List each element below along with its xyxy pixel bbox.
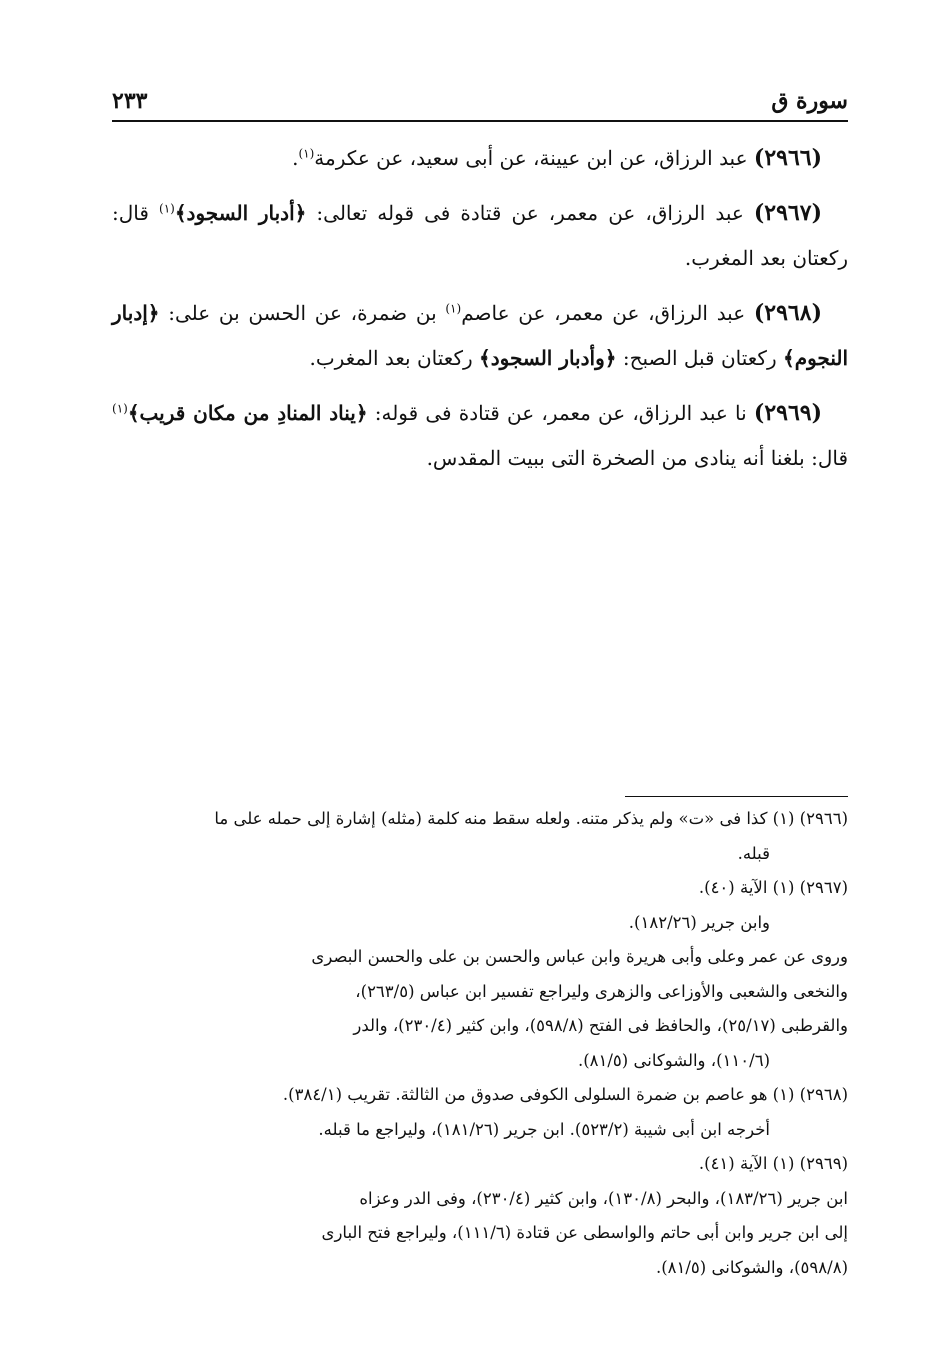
footnote-marker: (١)	[445, 301, 462, 316]
footnote-marker: (١)	[112, 401, 128, 416]
footnote-line: إلى ابن جرير وابن أبى حاتم والواسطى عن قتادة (١١١/٦)، وليراجع فتح البارى	[321, 1223, 848, 1242]
entry-text: عبد الرزاق، عن معمر، عن عاصم	[461, 301, 746, 325]
footnote-line: (٢٩٦٧) (١) الآية (٤٠).	[698, 878, 848, 897]
entry-number: (٢٩٦٩)	[753, 400, 823, 426]
footnote-line: (٢٩٦٩) (١) الآية (٤١).	[698, 1154, 848, 1173]
footnote-line: والنخعى والشعبى والأوزاعى والزهرى وليراجع تفسير ابن عباس (٢٦٣/٥)،	[355, 981, 848, 1001]
footnote-line: أخرجه ابن أبى شيبة (٥٢٣/٢). ابن جرير (١٨١/٢٦)، وليراجع ما قبله.	[318, 1119, 770, 1139]
footnote-line: وروى عن عمر وعلى وأبى هريرة وابن عباس والحسن بن على والحسن البصرى	[311, 947, 848, 966]
entry-text-2: بن ضمرة، عن الحسن بن على:	[168, 301, 437, 325]
footnotes	[112, 802, 848, 1285]
page-header	[112, 82, 848, 122]
footnote-line: (٢٩٦٦) (١) كذا فى «ت» ولم يذكر متنه. ولعله سقط منه كلمة (مثله) إشارة إلى حمله على ما	[214, 809, 848, 828]
footnote-marker: (١)	[298, 146, 315, 161]
footnote-separator	[625, 796, 848, 797]
footnote-line: قبله.	[737, 843, 770, 863]
footnote-line: (٥٩٨/٨)، والشوكانى (٨١/٥).	[655, 1257, 848, 1277]
entry-text: عبد الرزاق، عن ابن عيينة، عن أبى سعيد، عن عكرمة	[314, 146, 748, 170]
footnote-line: ابن جرير (١٨٣/٢٦)، والبحر (١٣٠/٨)، وابن كثير (٢٣٠/٤)، وفى الدر وعزاه	[359, 1188, 848, 1208]
entry-tail: ركعتان بعد المغرب.	[309, 346, 473, 370]
entry-2966	[112, 136, 848, 181]
quran-quote: ﴿إدبار النجوم﴾	[112, 301, 848, 370]
entry-number: (٢٩٦٧)	[753, 200, 822, 226]
footnote-line: (٢٩٦٨) (١) هو عاصم بن ضمرة السلولى الكوفى صدوق من الثالثة. تقريب (٣٨٤/١).	[282, 1085, 848, 1104]
entry-2967	[112, 191, 848, 281]
entry-2969	[112, 391, 848, 481]
footnote-marker: (١)	[159, 201, 175, 216]
entry-number: (٢٩٦٦)	[753, 145, 822, 171]
entry-tail: قال: ركعتان بعد المغرب.	[112, 201, 848, 270]
entry-number: (٢٩٦٨)	[753, 300, 822, 326]
main-text	[112, 136, 848, 491]
surah-title: سورة ق	[771, 88, 848, 114]
quran-quote: ﴿أدبار السجود﴾	[174, 201, 307, 225]
entry-text: عبد الرزاق، عن معمر، عن قتادة فى قوله تعالى:	[316, 201, 744, 225]
footnote-line: (١١٠/٦)، والشوكانى (٨١/٥).	[577, 1050, 770, 1070]
entry-text-3: ركعتان قبل الصبح:	[622, 346, 777, 370]
quran-quote-2: ﴿وأدبار السجود﴾	[478, 346, 617, 370]
footnote-line: وابن جرير (١٨٢/٢٦).	[628, 912, 770, 932]
entry-tail: .	[292, 146, 299, 170]
entry-2968	[112, 291, 848, 381]
entry-tail: قال: بلغنا أنه ينادى من الصخرة التى ببيت المقدس.	[426, 446, 848, 470]
footnote-line: والقرطبى (٢٥/١٧)، والحافظ فى الفتح (٥٩٨/٨)، وابن كثير (٢٣٠/٤)، والدر	[353, 1016, 848, 1035]
page-number: ٢٣٣	[112, 88, 148, 114]
quran-quote: ﴿يناد المنادِ من مكان قريب﴾	[127, 401, 368, 425]
entry-text: نا عبد الرزاق، عن معمر، عن قتادة فى قوله:	[374, 401, 747, 425]
